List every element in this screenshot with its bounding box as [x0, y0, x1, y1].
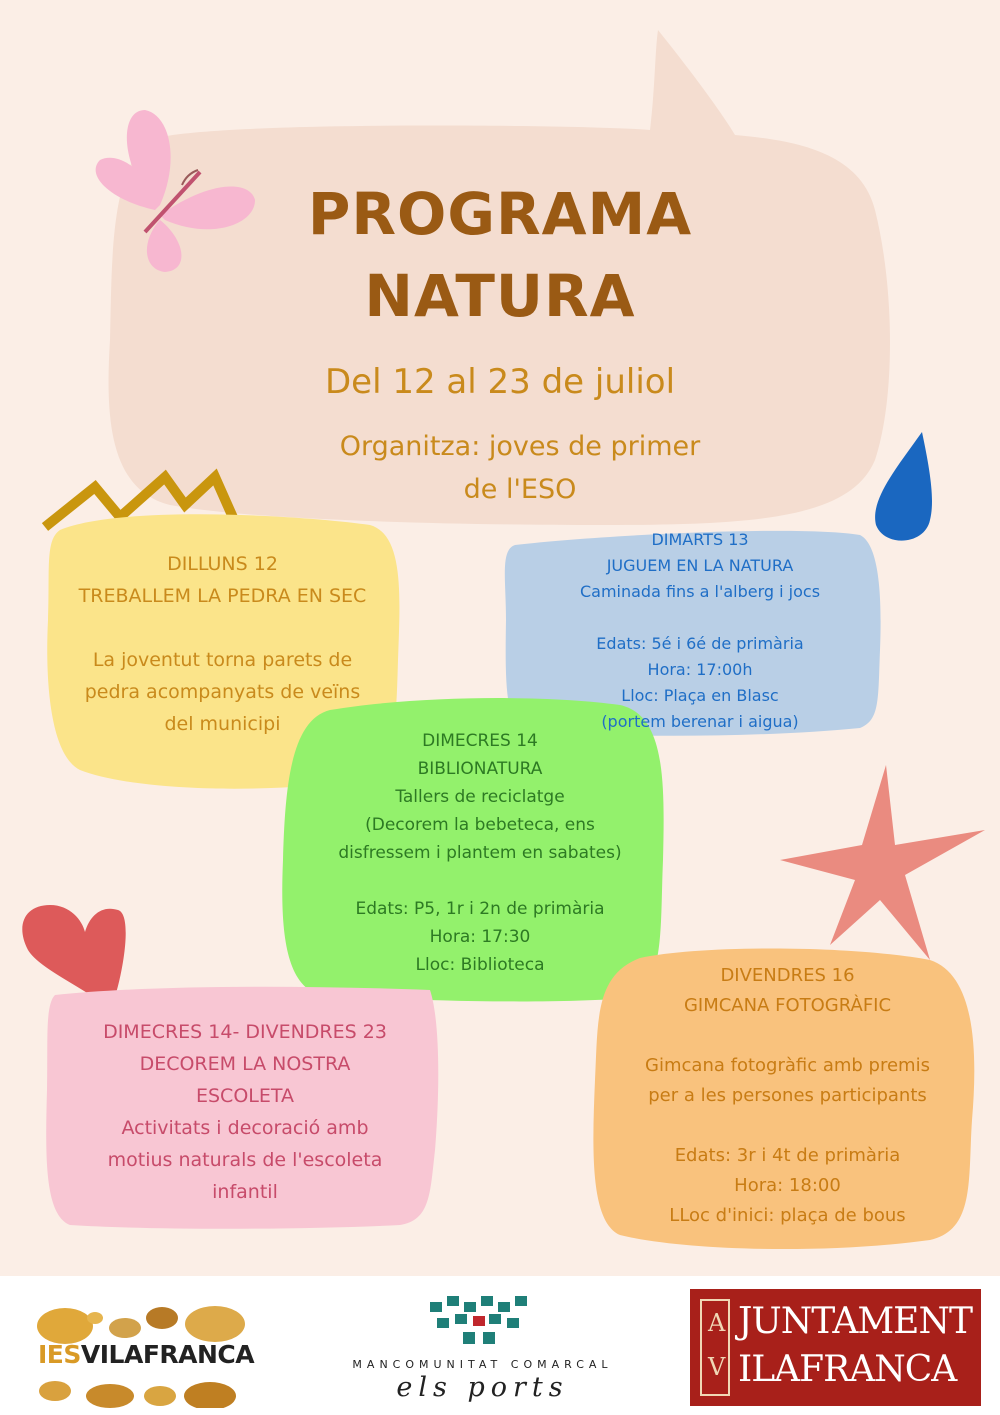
school-title1: DECOREM LA NOSTRA [139, 1053, 351, 1075]
wednesday-desc1: Tallers de reciclatge [395, 787, 565, 807]
friday-card [595, 961, 980, 1231]
tuesday-desc: Caminada fins a l'alberg i jocs [579, 582, 821, 601]
tuesday-time: Hora: 17:00h [647, 660, 753, 679]
monday-day: DILLUNS 12 [167, 553, 278, 575]
friday-desc1: Gimcana fotogràfic amb premis [645, 1055, 930, 1076]
school-title2: ESCOLETA [195, 1085, 294, 1107]
mancomunitat-line1: MANCOMUNITAT COMARCAL [352, 1358, 613, 1371]
star-shape [780, 765, 985, 960]
wednesday-place: Lloc: Biblioteca [415, 955, 545, 975]
ies-label: IES [38, 1340, 81, 1369]
wednesday-card [290, 727, 670, 979]
wednesday-time: Hora: 17:30 [429, 927, 531, 947]
tuesday-ages: Edats: 5é i 6é de primària [596, 634, 804, 653]
ajuntament-line2: ILAFRANCA [738, 1349, 957, 1390]
vilafranca-label: VILAFRANCA [80, 1340, 255, 1369]
title-line2: NATURA [364, 262, 636, 330]
friday-day: DIVENDRES 16 [720, 965, 855, 986]
friday-time: Hora: 18:00 [734, 1175, 841, 1196]
friday-title: GIMCANA FOTOGRÀFIC [683, 995, 892, 1016]
organizer-line2: de l'ESO [463, 474, 577, 505]
mancomunitat-line2: els ports [396, 1372, 569, 1403]
water-drop-icon [875, 432, 932, 541]
monday-desc1: La joventut torna parets de [92, 649, 353, 671]
monday-card [45, 548, 400, 740]
tuesday-title: JUGUEM EN LA NATURA [606, 556, 794, 575]
school-desc3: infantil [212, 1181, 278, 1203]
friday-desc2: per a les persones participants [648, 1085, 927, 1106]
school-card [45, 1016, 445, 1208]
ajuntament-line1: JUNTAMENT [738, 1301, 972, 1342]
mancomunitat-logo-icon [425, 1292, 535, 1348]
school-desc1: Activitats i decoració amb [121, 1117, 369, 1139]
ajuntament-logo [690, 1289, 981, 1406]
wednesday-day: DIMECRES 14 [422, 731, 538, 751]
footer [0, 1276, 1000, 1415]
monday-desc2: pedra acompanyats de veïns [84, 681, 361, 703]
school-day: DIMECRES 14- DIVENDRES 23 [103, 1021, 387, 1043]
tuesday-card [510, 527, 890, 735]
monday-title: TREBALLEM LA PEDRA EN SEC [78, 585, 367, 607]
tuesday-place: Lloc: Plaça en Blasc [621, 686, 779, 705]
ies-vilafranca-name [38, 1340, 254, 1369]
school-desc2: motius naturals de l'escoleta [107, 1149, 383, 1171]
friday-place: LLoc d'inici: plaça de bous [669, 1205, 906, 1226]
ajuntament-emblem-letters: AV [708, 1309, 726, 1381]
tuesday-note: (portem berenar i aigua) [601, 712, 799, 731]
event-dates: Del 12 al 23 de juliol [324, 362, 676, 402]
wednesday-desc2: (Decorem la bebeteca, ens [365, 815, 595, 835]
ajuntament-emblem [700, 1299, 730, 1396]
wednesday-ages: Edats: P5, 1r i 2n de primària [355, 899, 605, 919]
monday-desc3: del municipi [164, 713, 281, 735]
wednesday-desc3: disfressem i plantem en sabates) [338, 843, 622, 863]
title-line1: PROGRAMA [307, 180, 693, 248]
friday-ages: Edats: 3r i 4t de primària [674, 1145, 901, 1166]
organizer-line1: Organitza: joves de primer [339, 431, 701, 462]
organizer-text [260, 425, 780, 511]
tuesday-day: DIMARTS 13 [651, 530, 749, 549]
wednesday-title: BIBLIONATURA [417, 759, 543, 779]
